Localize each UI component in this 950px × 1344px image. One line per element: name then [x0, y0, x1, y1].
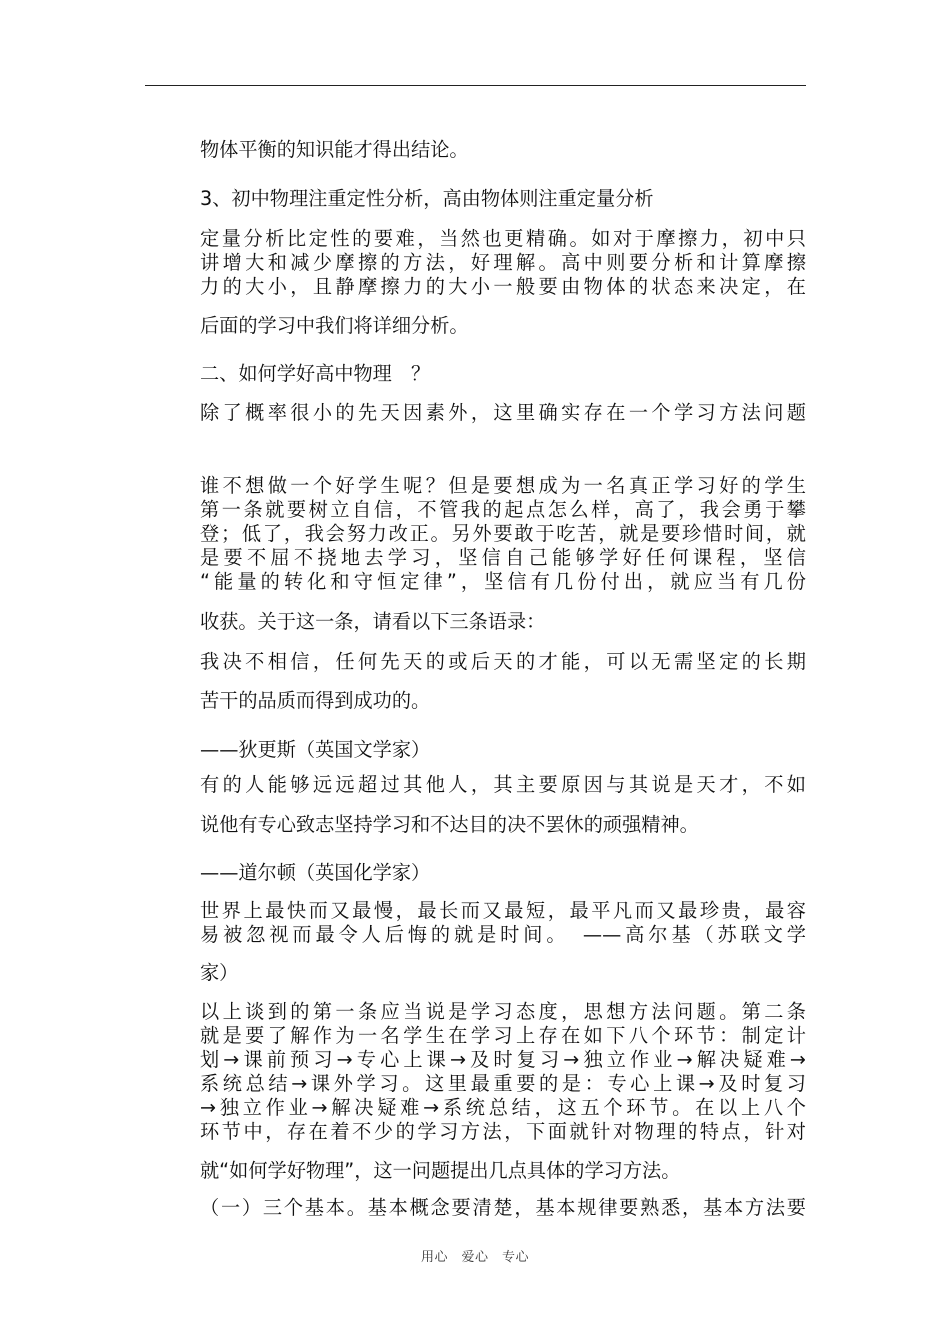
- text-line: 系统总结→课外学习。这里最重要的是：专心上课→及时复习: [200, 1072, 806, 1095]
- text-line: 环节中，存在着不少的学习方法，下面就针对物理的特点，针对: [200, 1120, 806, 1143]
- text-line: 除了概率很小的先天因素外，这里确实存在一个学习方法问题: [200, 401, 806, 424]
- text-line: 定量分析比定性的要难，当然也更精确。如对于摩擦力，初中只: [200, 227, 806, 250]
- section-heading: 3、初中物理注重定性分析，高由物体则注重定量分析: [200, 187, 654, 210]
- text-line: 讲增大和减少摩擦的方法，好理解。高中则要分析和计算摩擦: [200, 251, 806, 274]
- quote-attribution: ——狄更斯（英国文学家）: [200, 738, 431, 761]
- text-line: 收获。关于这一条，请看以下三条语录：: [200, 610, 546, 633]
- text-line: 以上谈到的第一条应当说是学习态度，思想方法问题。第二条: [200, 1000, 806, 1023]
- quote-line: 说他有专心致志坚持学习和不达目的决不罢休的顽强精神。: [200, 813, 699, 836]
- quote-attribution: 家）: [200, 961, 239, 984]
- quote-attribution: ——道尔顿（英国化学家）: [200, 861, 431, 884]
- text-line: 登；低了，我会努力改正。另外要敢于吃苦，就是要珍惜时间，就: [200, 522, 806, 545]
- text-line: “能量的转化和守恒定律”，坚信有几份付出，就应当有几份: [200, 570, 806, 593]
- text-line: 力的大小，且静摩擦力的大小一般要由物体的状态来决定，在: [200, 275, 806, 298]
- page-footer: 用心 爱心 专心: [420, 1250, 529, 1265]
- header-rule: [145, 85, 806, 86]
- text-line: 后面的学习中我们将详细分析。: [200, 314, 469, 337]
- text-line: 是要不屈不挠地去学习，坚信自己能够学好任何课程，坚信: [200, 546, 806, 569]
- quote-line: 我决不相信，任何先天的或后天的才能，可以无需坚定的长期: [200, 650, 806, 673]
- text-line: 划→课前预习→专心上课→及时复习→独立作业→解决疑难→: [200, 1048, 806, 1071]
- text-line: 物体平衡的知识能才得出结论。: [200, 138, 469, 161]
- text-line: →独立作业→解决疑难→系统总结，这五个环节。在以上八个: [200, 1096, 806, 1119]
- quote-line: 苦干的品质而得到成功的。: [200, 689, 431, 712]
- text-line: 就“如何学好物理”，这一问题提出几点具体的学习方法。: [200, 1159, 681, 1182]
- quote-line: 易被忽视而最令人后悔的就是时间。 ——高尔基（苏联文学: [200, 923, 806, 946]
- quote-line: 世界上最快而又最慢，最长而又最短，最平凡而又最珍贵，最容: [200, 899, 806, 922]
- text-line: （一）三个基本。基本概念要清楚，基本规律要熟悉，基本方法要: [200, 1196, 806, 1219]
- text-line: 就是要了解作为一名学生在学习上存在如下八个环节：制定计: [200, 1024, 806, 1047]
- quote-line: 有的人能够远远超过其他人，其主要原因与其说是天才，不如: [200, 773, 806, 796]
- section-heading: 二、如何学好高中物理 ？: [200, 362, 431, 385]
- text-line: 第一条就要树立自信，不管我的起点怎么样，高了，我会勇于攀: [200, 498, 806, 521]
- text-line: 谁不想做一个好学生呢？但是要想成为一名真正学习好的学生: [200, 474, 806, 497]
